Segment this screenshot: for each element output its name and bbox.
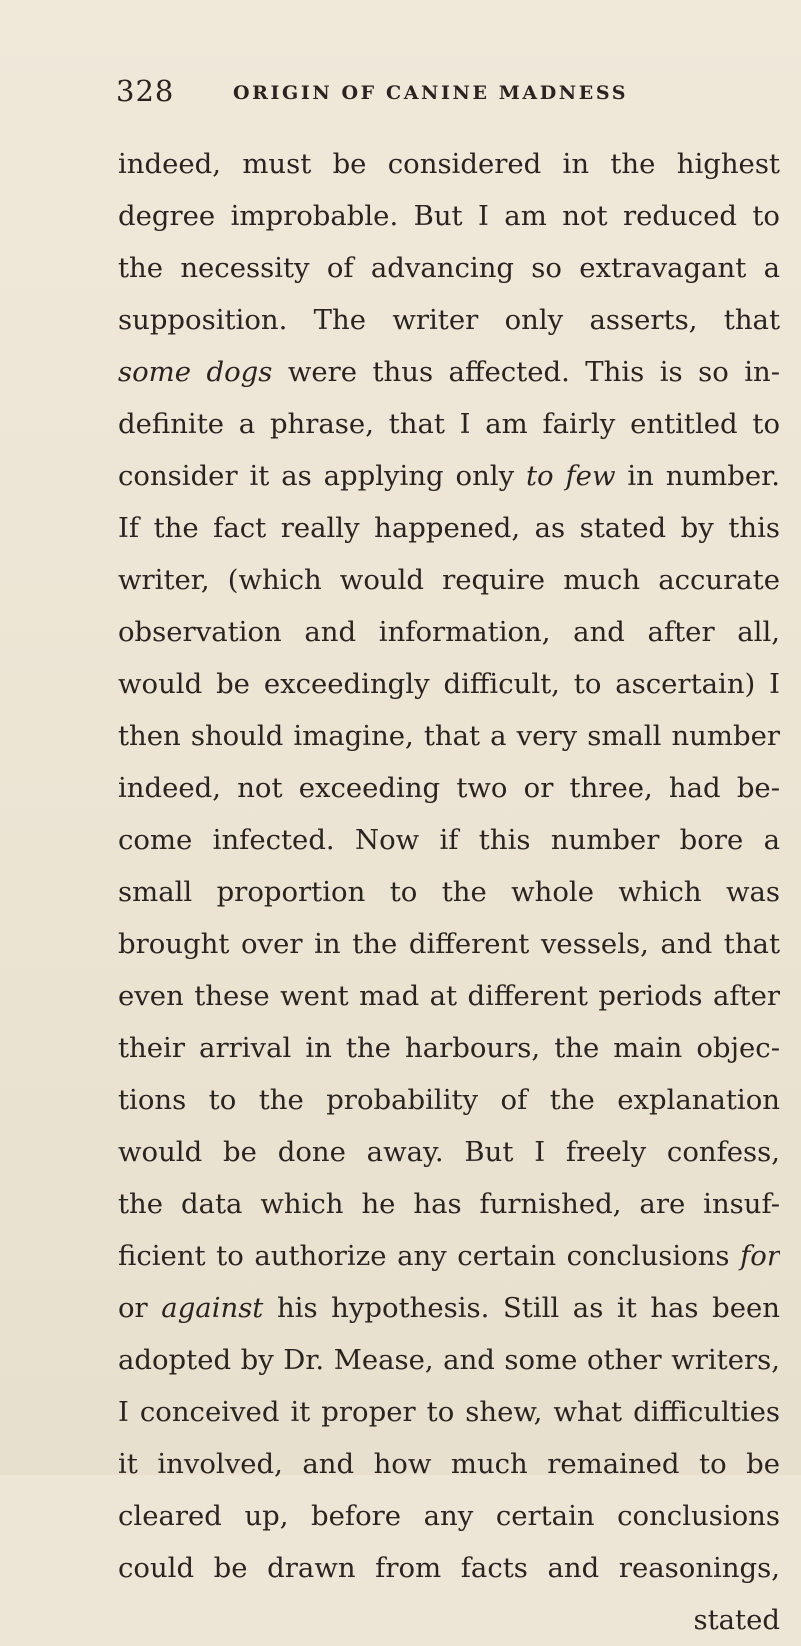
body-text	[118, 138, 780, 1646]
text-line: would be exceedingly difficult, to ascertain) I	[118, 668, 780, 700]
italic-phrase: to few	[526, 460, 616, 492]
text-line: indeed, must be considered in the highest	[118, 148, 780, 180]
catchword: stated	[693, 1604, 780, 1636]
text-line: I conceived it proper to shew, what difficulties	[118, 1396, 780, 1428]
text-line: the necessity of advancing so extravagant a	[118, 252, 780, 284]
text-line: consider it as applying only to few in number.	[118, 460, 780, 492]
text-line: indeed, not exceeding two or three, had be-	[118, 772, 780, 804]
text-line: come infected. Now if this number bore a	[118, 824, 780, 856]
text-line: cleared up, before any certain conclusions	[118, 1500, 780, 1532]
text-line: it involved, and how much remained to be	[118, 1448, 780, 1480]
text-line: could be drawn from facts and reasonings,	[118, 1552, 780, 1584]
italic-phrase: against	[161, 1292, 264, 1324]
text-line: writer, (which would require much accurate	[118, 564, 780, 596]
page-header	[116, 74, 756, 114]
text-line: even these went mad at different periods after	[118, 980, 780, 1012]
text-line: the data which he has furnished, are insuf-	[118, 1188, 780, 1220]
text-line: definite a phrase, that I am fairly entitled to	[118, 408, 780, 440]
text-line: then should imagine, that a very small number	[118, 720, 780, 752]
text-line: some dogs were thus affected. This is so in-	[118, 356, 780, 388]
text-line: supposition. The writer only asserts, that	[118, 304, 780, 336]
italic-phrase: some dogs	[118, 356, 273, 388]
text-line: tions to the probability of the explanation	[118, 1084, 780, 1116]
page-number: 328	[116, 74, 175, 108]
text-line: ficient to authorize any certain conclusions for	[118, 1240, 780, 1272]
text-line: or against his hypothesis. Still as it has been	[118, 1292, 780, 1324]
text-line: would be done away. But I freely confess,	[118, 1136, 780, 1168]
text-line: observation and information, and after all,	[118, 616, 780, 648]
text-line: adopted by Dr. Mease, and some other writers,	[118, 1344, 780, 1376]
text-line: degree improbable. But I am not reduced to	[118, 200, 780, 232]
text-line: their arrival in the harbours, the main objec-	[118, 1032, 780, 1064]
italic-phrase: for	[740, 1240, 780, 1272]
text-line: If the fact really happened, as stated by this	[118, 512, 780, 544]
text-line: brought over in the different vessels, and that	[118, 928, 780, 960]
text-line: small proportion to the whole which was	[118, 876, 780, 908]
running-head: ORIGIN OF CANINE MADNESS	[233, 82, 629, 104]
